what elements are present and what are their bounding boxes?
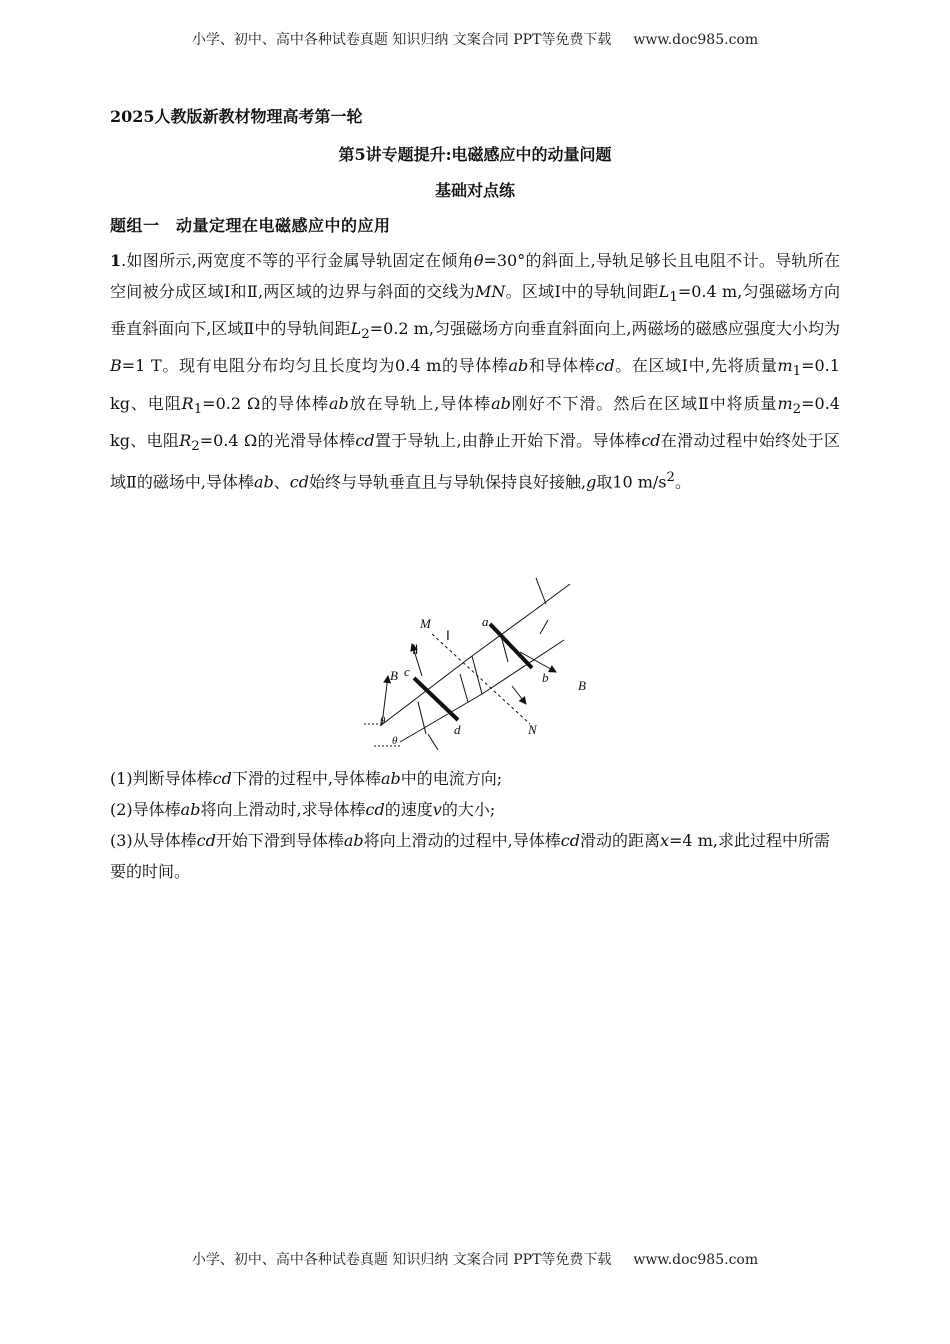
text-run: 。在区域Ⅰ中,先将质量 — [614, 356, 778, 376]
label-theta-1: θ — [380, 715, 386, 727]
var-ab: ab — [180, 800, 201, 819]
lecture-title: 第5讲专题提升:电磁感应中的动量问题 — [338, 145, 612, 164]
problem-1-text — [110, 245, 840, 497]
text-run: =0.4 kg、电阻 — [110, 393, 840, 450]
var-R: R — [181, 393, 194, 413]
var-ab: ab — [491, 393, 511, 413]
subscript: 2 — [191, 438, 200, 454]
header-text: 小学、初中、高中各种试卷真题 知识归纳 文案合同 PPT等免费下载 — [191, 32, 612, 48]
text-run: 的速度 — [384, 800, 433, 819]
text-run: 在滑动过程中始终处于区域Ⅱ的磁场中,导体棒 — [110, 430, 840, 492]
superscript: 2 — [666, 469, 676, 485]
problem-number: 1 — [110, 251, 122, 270]
group-title: 题组一 动量定理在电磁感应中的应用 — [110, 216, 391, 235]
label-d: d — [454, 722, 461, 737]
label-B-right: B — [578, 678, 586, 693]
footer-text: 小学、初中、高中各种试卷真题 知识归纳 文案合同 PPT等免费下载 — [191, 1252, 612, 1268]
bar-ab — [490, 624, 532, 668]
var-ab: ab — [380, 769, 401, 788]
text-run: 和导体棒 — [528, 356, 596, 376]
text-run: 始终与导轨垂直且与导轨保持良好接触, — [308, 472, 587, 492]
text-run: =0.2 Ω的导体棒 — [202, 393, 329, 413]
section-title: 基础对点练 — [434, 181, 515, 200]
rail-I-lower — [482, 640, 564, 694]
var-v: v — [432, 800, 442, 819]
text-run: 的大小; — [441, 800, 496, 819]
var-m: m — [777, 393, 793, 413]
page-header — [0, 29, 950, 49]
var-cd: cd — [196, 831, 216, 850]
question-3 — [110, 825, 840, 887]
subscript: 1 — [669, 290, 678, 306]
var-cd: cd — [289, 472, 309, 492]
var-L: L — [658, 282, 670, 301]
label-N: N — [528, 722, 537, 737]
text-run: =0.1 kg、电阻 — [110, 356, 840, 413]
text-run: 滑动的距离 — [579, 831, 660, 850]
var-cd: cd — [595, 356, 615, 376]
text-run: 取10 m/s — [596, 472, 667, 492]
text-run: 将向上滑动的过程中,导体棒 — [363, 831, 561, 850]
label-M: M — [420, 616, 431, 631]
var-ab: ab — [508, 356, 529, 376]
label-b: b — [542, 670, 549, 685]
question-2 — [110, 794, 840, 825]
questions — [110, 763, 840, 887]
rail-tick — [536, 578, 546, 604]
rail-diagram — [360, 574, 610, 750]
var-ab: ab — [343, 831, 364, 850]
var-cd: cd — [365, 800, 385, 819]
text-run: 置于导轨上,由静止开始下滑。导体棒 — [374, 430, 642, 450]
text-run: 放在导轨上,导体棒 — [348, 393, 492, 413]
label-a: a — [482, 614, 489, 629]
footer-url[interactable]: www.doc985.com — [633, 1252, 759, 1268]
text-run: =0.4 m,匀强磁场方向垂直斜面向下,区域Ⅱ中的导轨间距 — [110, 282, 840, 339]
var-cd: cd — [212, 769, 232, 788]
text-run: (3)从导体棒 — [110, 831, 197, 850]
label-region-II: Ⅱ — [412, 642, 419, 657]
rail-tick — [428, 734, 438, 750]
text-run: 开始下滑到导体棒 — [215, 831, 344, 850]
text-run: 中的电流方向; — [400, 769, 503, 788]
text-run: 下滑的过程中,导体棒 — [231, 769, 381, 788]
header-url[interactable]: www.doc985.com — [633, 32, 759, 48]
var-L: L — [350, 319, 362, 339]
text-run: (2)导体棒 — [110, 800, 181, 819]
question-1 — [110, 763, 840, 794]
text-run: =30°的斜面上,导轨足够长且电阻不计。导轨所在空间被分成区域Ⅰ和Ⅱ,两区域的边界与斜面的交线为 — [110, 251, 840, 301]
var-x: x — [659, 831, 670, 850]
var-mn: MN — [474, 282, 506, 301]
subscript: 2 — [792, 401, 802, 417]
rail-tick — [540, 620, 548, 634]
label-c: c — [404, 664, 410, 679]
var-cd: cd — [355, 430, 375, 450]
label-region-I: Ⅰ — [446, 628, 450, 643]
text-run: (1)判断导体棒 — [110, 769, 213, 788]
text-run: =0.2 m,匀强磁场方向垂直斜面向上,两磁场的磁感应强度大小均为 — [369, 319, 840, 339]
document-title: 2025人教版新教材物理高考第一轮 — [110, 107, 363, 126]
text-run: =4 m,求此过程中所需要的时间。 — [110, 831, 830, 881]
text-run: =0.4 Ω的光滑导体棒 — [199, 430, 356, 450]
text-run: 刚好不下滑。然后在区域Ⅱ中将质量 — [510, 393, 778, 413]
subscript: 1 — [193, 401, 203, 417]
field-arrow-region1 — [512, 686, 526, 704]
var-cd: cd — [641, 430, 661, 450]
var-B: B — [110, 356, 122, 376]
var-cd: cd — [560, 831, 580, 850]
var-g: g — [586, 472, 597, 492]
subscript: 2 — [361, 327, 370, 343]
text-run: 。 — [675, 472, 692, 492]
rail-tick — [460, 674, 468, 702]
var-m: m — [777, 356, 793, 376]
text-run: 、 — [273, 472, 290, 492]
var-R: R — [179, 430, 192, 450]
var-theta: θ — [473, 251, 484, 270]
page-footer — [0, 1249, 950, 1269]
label-B-left: B — [390, 668, 398, 683]
text-run: .如图所示,两宽度不等的平行金属导轨固定在倾角 — [121, 251, 474, 270]
label-theta-2: θ — [392, 735, 398, 747]
text-run: =1 T。现有电阻分布均匀且长度均为0.4 m的导体棒 — [121, 356, 509, 376]
var-ab: ab — [328, 393, 349, 413]
text-run: 将向上滑动时,求导体棒 — [200, 800, 366, 819]
text-run: 。区域Ⅰ中的导轨间距 — [505, 282, 659, 301]
var-ab: ab — [253, 472, 274, 492]
subscript: 1 — [792, 364, 802, 380]
